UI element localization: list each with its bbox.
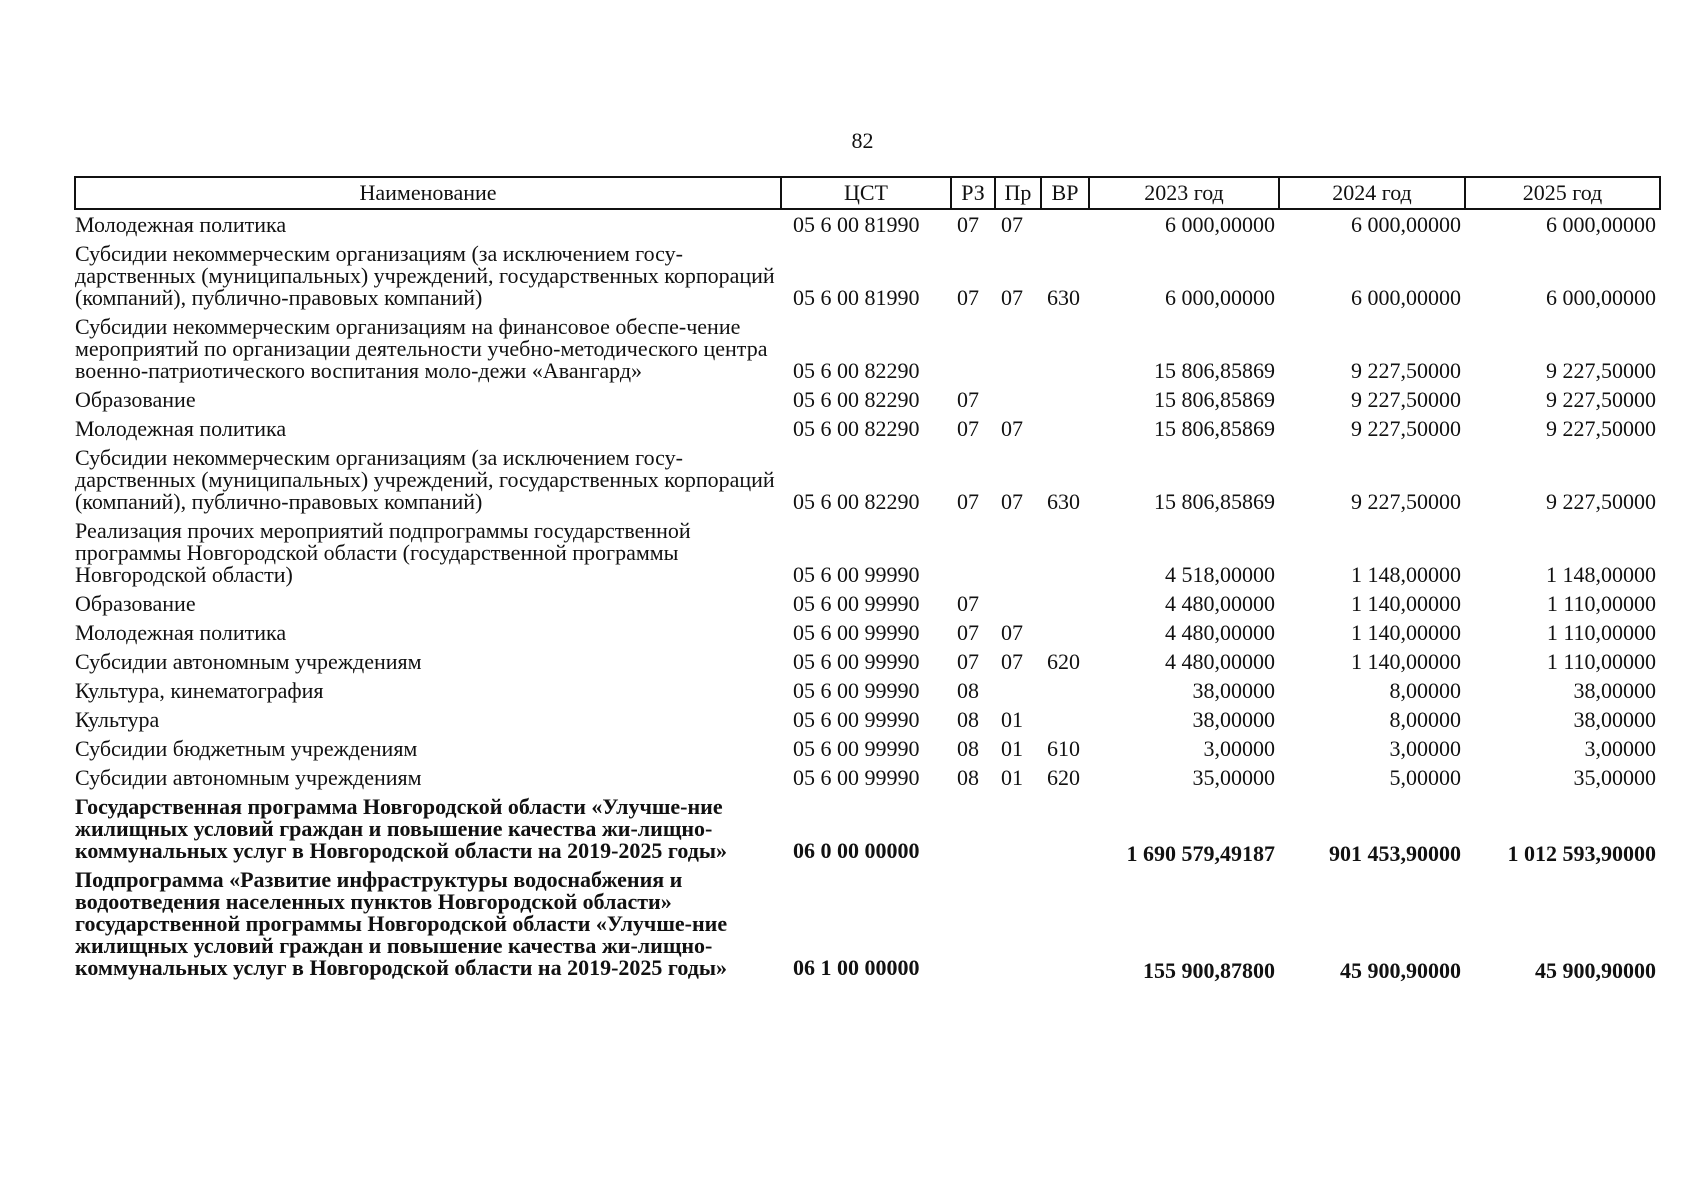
row-rz: 07 bbox=[957, 212, 979, 237]
row-2024: 901 453,90000 bbox=[1329, 841, 1461, 866]
table-row bbox=[75, 676, 1660, 705]
row-vr: 620 bbox=[1047, 649, 1080, 674]
row-name: Субсидии некоммерческим организациям (за исключением госу-дарственных (муниципальных) учреждений, государственных корпораций (компаний), публично-правовых компаний) bbox=[75, 445, 775, 514]
row-2024: 6 000,00000 bbox=[1351, 285, 1461, 310]
row-2024: 9 227,50000 bbox=[1351, 358, 1461, 383]
row-name: Культура, кинематография bbox=[75, 678, 324, 703]
header-pr: Пр bbox=[995, 177, 1041, 209]
table-row bbox=[75, 618, 1660, 647]
row-cst: 05 6 00 99990 bbox=[793, 678, 920, 703]
row-2023: 6 000,00000 bbox=[1165, 212, 1275, 237]
row-name: Образование bbox=[75, 591, 196, 616]
row-2025: 35,00000 bbox=[1573, 765, 1656, 790]
row-rz bbox=[951, 312, 995, 385]
row-cst: 05 6 00 82290 bbox=[793, 358, 920, 383]
table-row-program bbox=[75, 792, 1660, 865]
row-2023: 4 480,00000 bbox=[1165, 591, 1275, 616]
table-header bbox=[75, 177, 1660, 209]
table-row bbox=[75, 312, 1660, 385]
table-body bbox=[75, 209, 1660, 982]
row-2024: 1 140,00000 bbox=[1351, 649, 1461, 674]
row-rz: 08 bbox=[957, 678, 979, 703]
row-cst: 05 6 00 99990 bbox=[793, 736, 920, 761]
row-2025: 9 227,50000 bbox=[1546, 358, 1656, 383]
row-2025: 1 148,00000 bbox=[1546, 562, 1656, 587]
row-2024: 1 140,00000 bbox=[1351, 591, 1461, 616]
row-2024: 3,00000 bbox=[1389, 736, 1461, 761]
header-vr: ВР bbox=[1041, 177, 1089, 209]
row-rz: 08 bbox=[957, 736, 979, 761]
table-row bbox=[75, 647, 1660, 676]
header-row bbox=[75, 177, 1660, 209]
row-2023: 4 518,00000 bbox=[1165, 562, 1275, 587]
row-vr bbox=[1041, 865, 1089, 982]
row-rz: 07 bbox=[957, 591, 979, 616]
row-cst: 05 6 00 99990 bbox=[793, 620, 920, 645]
row-rz bbox=[951, 516, 995, 589]
budget-table bbox=[74, 176, 1661, 982]
header-name: Наименование bbox=[75, 177, 781, 209]
table-row bbox=[75, 705, 1660, 734]
row-name: Государственная программа Новгородской области «Улучше-ние жилищных условий граждан и повышение качества жи-лищно-коммунальных услуг в Новгородской области на 2019-2025 годы» bbox=[75, 794, 728, 863]
row-vr: 610 bbox=[1047, 736, 1080, 761]
row-cst: 05 6 00 81990 bbox=[793, 212, 920, 237]
row-rz: 07 bbox=[957, 620, 979, 645]
row-2024: 9 227,50000 bbox=[1351, 387, 1461, 412]
row-vr bbox=[1041, 516, 1089, 589]
row-2023: 3,00000 bbox=[1203, 736, 1275, 761]
row-2025: 3,00000 bbox=[1584, 736, 1656, 761]
row-rz bbox=[951, 865, 995, 982]
row-pr bbox=[995, 676, 1041, 705]
row-name: Подпрограмма «Развитие инфраструктуры водоснабжения и водоотведения населенных пунктов Новгородской области» государственной программы Новгородской области «Улучше-ние жилищных условий граждан и повышение качества жи-лищно-коммунальных услуг в Новгородской области на 2019-2025 годы» bbox=[75, 867, 728, 980]
table-row bbox=[75, 385, 1660, 414]
row-cst: 06 1 00 00000 bbox=[793, 955, 920, 980]
row-2023: 35,00000 bbox=[1192, 765, 1275, 790]
row-name: Образование bbox=[75, 387, 196, 412]
row-name: Культура bbox=[75, 707, 160, 732]
row-2024: 8,00000 bbox=[1389, 707, 1461, 732]
row-pr bbox=[995, 792, 1041, 865]
table-row bbox=[75, 589, 1660, 618]
table-row-subprogram bbox=[75, 865, 1660, 982]
row-2024: 1 148,00000 bbox=[1351, 562, 1461, 587]
header-2024: 2024 год bbox=[1279, 177, 1465, 209]
row-name: Субсидии некоммерческим организациям (за исключением госу-дарственных (муниципальных) учреждений, государственных корпораций (компаний), публично-правовых компаний) bbox=[75, 241, 775, 310]
row-2024: 5,00000 bbox=[1389, 765, 1461, 790]
header-2023: 2023 год bbox=[1089, 177, 1279, 209]
row-rz: 07 bbox=[957, 285, 979, 310]
header-2025: 2025 год bbox=[1465, 177, 1660, 209]
row-vr: 620 bbox=[1047, 765, 1080, 790]
table-row bbox=[75, 763, 1660, 792]
row-pr: 07 bbox=[1001, 416, 1023, 441]
row-name: Субсидии некоммерческим организациям на финансовое обеспе-чение мероприятий по организации деятельности учебно-методического центра военно-патриотического воспитания моло-дежи «Авангард» bbox=[75, 314, 768, 383]
row-2025: 38,00000 bbox=[1573, 707, 1656, 732]
row-name: Субсидии автономным учреждениям bbox=[75, 765, 422, 790]
page-number: 82 bbox=[851, 128, 874, 153]
row-cst: 05 6 00 99990 bbox=[793, 707, 920, 732]
row-pr bbox=[995, 516, 1041, 589]
row-rz: 07 bbox=[957, 489, 979, 514]
row-pr bbox=[995, 865, 1041, 982]
row-pr: 01 bbox=[1001, 707, 1023, 732]
row-pr: 07 bbox=[1001, 620, 1023, 645]
row-pr: 07 bbox=[1001, 489, 1023, 514]
header-rz: РЗ bbox=[951, 177, 995, 209]
row-2023: 15 806,85869 bbox=[1154, 489, 1275, 514]
row-2024: 45 900,90000 bbox=[1340, 958, 1461, 983]
row-name: Молодежная политика bbox=[75, 416, 287, 441]
row-vr bbox=[1041, 385, 1089, 414]
row-cst: 05 6 00 82290 bbox=[793, 489, 920, 514]
row-cst: 05 6 00 99990 bbox=[793, 591, 920, 616]
row-pr: 07 bbox=[1001, 212, 1023, 237]
row-pr bbox=[995, 589, 1041, 618]
row-vr bbox=[1041, 414, 1089, 443]
row-vr bbox=[1041, 705, 1089, 734]
row-2024: 6 000,00000 bbox=[1351, 212, 1461, 237]
row-cst: 05 6 00 99990 bbox=[793, 765, 920, 790]
row-vr bbox=[1041, 618, 1089, 647]
row-name: Реализация прочих мероприятий подпрограммы государственной программы Новгородской области (государственной программы Новгородской области) bbox=[75, 518, 691, 587]
row-cst: 05 6 00 81990 bbox=[793, 285, 920, 310]
table-row bbox=[75, 516, 1660, 589]
row-2025: 1 110,00000 bbox=[1546, 620, 1656, 645]
row-2023: 1 690 579,49187 bbox=[1126, 841, 1275, 866]
row-pr: 07 bbox=[1001, 285, 1023, 310]
row-cst: 05 6 00 99990 bbox=[793, 649, 920, 674]
row-rz: 08 bbox=[957, 765, 979, 790]
row-2023: 4 480,00000 bbox=[1165, 649, 1275, 674]
row-2025: 9 227,50000 bbox=[1546, 489, 1656, 514]
row-2024: 8,00000 bbox=[1389, 678, 1461, 703]
row-cst: 05 6 00 82290 bbox=[793, 416, 920, 441]
table-row bbox=[75, 209, 1660, 239]
row-pr bbox=[995, 385, 1041, 414]
row-cst: 05 6 00 82290 bbox=[793, 387, 920, 412]
row-rz: 07 bbox=[957, 649, 979, 674]
row-name: Субсидии бюджетным учреждениям bbox=[75, 736, 418, 761]
row-2025: 1 110,00000 bbox=[1546, 591, 1656, 616]
row-2023: 15 806,85869 bbox=[1154, 358, 1275, 383]
row-2025: 9 227,50000 bbox=[1546, 416, 1656, 441]
row-2024: 9 227,50000 bbox=[1351, 416, 1461, 441]
table-row bbox=[75, 414, 1660, 443]
row-name: Субсидии автономным учреждениям bbox=[75, 649, 422, 674]
row-2025: 1 012 593,90000 bbox=[1507, 841, 1656, 866]
row-rz: 07 bbox=[957, 416, 979, 441]
row-name: Молодежная политика bbox=[75, 620, 287, 645]
row-2024: 1 140,00000 bbox=[1351, 620, 1461, 645]
row-2025: 45 900,90000 bbox=[1535, 958, 1656, 983]
table-row bbox=[75, 239, 1660, 312]
row-pr: 01 bbox=[1001, 765, 1023, 790]
row-2025: 9 227,50000 bbox=[1546, 387, 1656, 412]
table-row bbox=[75, 734, 1660, 763]
row-pr: 01 bbox=[1001, 736, 1023, 761]
row-vr bbox=[1041, 792, 1089, 865]
row-2023: 155 900,87800 bbox=[1143, 958, 1275, 983]
row-2023: 38,00000 bbox=[1192, 678, 1275, 703]
row-rz: 07 bbox=[957, 387, 979, 412]
row-2023: 15 806,85869 bbox=[1154, 387, 1275, 412]
row-2025: 6 000,00000 bbox=[1546, 285, 1656, 310]
row-vr bbox=[1041, 209, 1089, 239]
row-2025: 6 000,00000 bbox=[1546, 212, 1656, 237]
row-vr bbox=[1041, 676, 1089, 705]
row-vr bbox=[1041, 312, 1089, 385]
row-2025: 1 110,00000 bbox=[1546, 649, 1656, 674]
row-2023: 15 806,85869 bbox=[1154, 416, 1275, 441]
row-vr: 630 bbox=[1047, 489, 1080, 514]
row-2024: 9 227,50000 bbox=[1351, 489, 1461, 514]
row-cst: 06 0 00 00000 bbox=[793, 838, 920, 863]
row-name: Молодежная политика bbox=[75, 212, 287, 237]
row-2025: 38,00000 bbox=[1573, 678, 1656, 703]
row-cst: 05 6 00 99990 bbox=[793, 562, 920, 587]
table-row bbox=[75, 443, 1660, 516]
row-2023: 38,00000 bbox=[1192, 707, 1275, 732]
row-rz: 08 bbox=[957, 707, 979, 732]
header-cst: ЦСТ bbox=[781, 177, 951, 209]
row-2023: 6 000,00000 bbox=[1165, 285, 1275, 310]
row-pr bbox=[995, 312, 1041, 385]
row-vr bbox=[1041, 589, 1089, 618]
row-2023: 4 480,00000 bbox=[1165, 620, 1275, 645]
row-vr: 630 bbox=[1047, 285, 1080, 310]
row-pr: 07 bbox=[1001, 649, 1023, 674]
row-rz bbox=[951, 792, 995, 865]
